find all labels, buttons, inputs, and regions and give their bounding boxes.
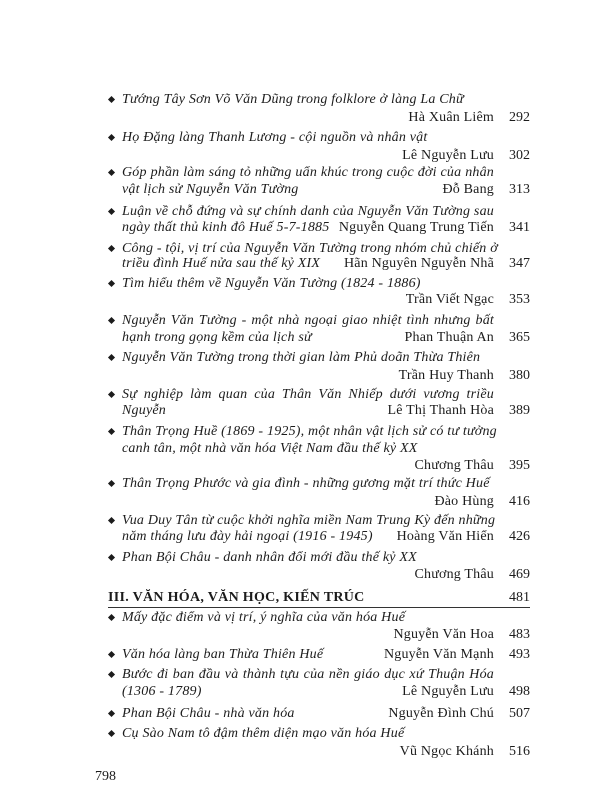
entry-page: 498 bbox=[509, 684, 530, 699]
entry-author: Chương Thâu bbox=[414, 567, 494, 582]
entry-title-line: Nguyễn Văn Tường trong thời gian làm Phủ doãn Thừa Thiên bbox=[122, 350, 481, 365]
entry-title-line: Họ Đặng làng Thanh Lương - cội nguồn và nhân vật bbox=[122, 130, 428, 145]
entry-page: 426 bbox=[509, 529, 530, 544]
entry-title-line: Tướng Tây Sơn Võ Văn Dũng trong folklore ở làng La Chữ bbox=[122, 92, 464, 107]
entry-author: Hoàng Văn Hiển bbox=[396, 529, 494, 544]
section-title: III. VĂN HÓA, VĂN HỌC, KIẾN TRÚC bbox=[108, 590, 365, 605]
entry-title-line: năm tháng lưu đày hải ngoại (1916 - 1945) bbox=[122, 529, 373, 544]
entry-page: 302 bbox=[509, 148, 530, 163]
bullet-icon bbox=[108, 96, 115, 103]
bullet-icon bbox=[108, 428, 115, 435]
entry-page: 313 bbox=[509, 182, 530, 197]
entry-author: Chương Thâu bbox=[414, 458, 494, 473]
entry-page: 416 bbox=[509, 494, 530, 509]
entry-title-line: Cụ Sào Nam tô đậm thêm diện mạo văn hóa Huế bbox=[122, 726, 405, 741]
entry-title-line: Nguyễn bbox=[122, 403, 166, 418]
entry-title-line: Thân Trọng Huề (1869 - 1925), một nhân vật lịch sử có tư tưởng bbox=[122, 424, 497, 439]
entry-page: 353 bbox=[509, 292, 530, 307]
entry-page: 380 bbox=[509, 368, 530, 383]
entry-page: 389 bbox=[509, 403, 530, 418]
entry-title-line: Bước đi ban đầu và thành tựu của nền giáo dục xứ Thuận Hóa bbox=[122, 667, 494, 682]
entry-title-line: Mấy đặc điểm và vị trí, ý nghĩa của văn hóa Huế bbox=[122, 610, 406, 625]
entry-title-line: triều đình Huế nửa sau thế kỷ XIX bbox=[122, 256, 321, 271]
entry-author: Trần Viết Ngạc bbox=[405, 292, 494, 307]
bullet-icon bbox=[108, 517, 115, 524]
entry-title-line: canh tân, một nhà văn hóa Việt Nam đầu thế kỷ XX bbox=[122, 441, 418, 456]
entry-author: Nguyễn Văn Hoa bbox=[393, 627, 494, 642]
entry-title-line: Thân Trọng Phước và gia đình - những gương mặt trí thức Huế bbox=[122, 476, 490, 491]
entry-title-line: Công - tội, vị trí của Nguyễn Văn Tường trong nhóm chủ chiến ở bbox=[122, 241, 498, 256]
entry-author: Nguyễn Đình Chú bbox=[388, 706, 494, 721]
entry-title-line: Góp phần làm sáng tỏ những uẩn khúc trong cuộc đời của nhân bbox=[122, 165, 494, 180]
entry-page: 341 bbox=[509, 220, 530, 235]
entry-title-line: Tìm hiểu thêm về Nguyễn Văn Tường (1824 - 1886) bbox=[122, 276, 421, 291]
entry-author: Hãn Nguyên Nguyễn Nhã bbox=[344, 256, 494, 271]
bullet-icon bbox=[108, 317, 115, 324]
entry-author: Vũ Ngọc Khánh bbox=[399, 744, 494, 759]
bullet-icon bbox=[108, 730, 115, 737]
entry-title-line: vật lịch sử Nguyễn Văn Tường bbox=[122, 182, 299, 197]
entry-title-line: hạnh trong gọng kềm của lịch sử bbox=[122, 330, 312, 345]
bullet-icon bbox=[108, 169, 115, 176]
entry-title-line: (1306 - 1789) bbox=[122, 684, 202, 699]
entry-page: 516 bbox=[509, 744, 530, 759]
section-divider bbox=[108, 607, 530, 608]
bullet-icon bbox=[108, 614, 115, 621]
entry-title-line: Vua Duy Tân từ cuộc khởi nghĩa miền Nam Trung Kỳ đến những bbox=[122, 513, 496, 528]
bullet-icon bbox=[108, 280, 115, 287]
entry-author: Trần Huy Thanh bbox=[398, 368, 494, 383]
entry-author: Lê Thị Thanh Hòa bbox=[387, 403, 494, 418]
page-number: 798 bbox=[95, 769, 116, 784]
entry-author: Đỗ Bang bbox=[442, 182, 494, 197]
bullet-icon bbox=[108, 208, 115, 215]
entry-title-line: Luận về chỗ đứng và sự chính danh của Nguyễn Văn Tường sau bbox=[122, 204, 494, 219]
entry-author: Lê Nguyễn Lưu bbox=[402, 684, 494, 699]
bullet-icon bbox=[108, 480, 115, 487]
entry-author: Đào Hùng bbox=[434, 494, 494, 509]
entry-page: 469 bbox=[509, 567, 530, 582]
entry-author: Nguyễn Văn Mạnh bbox=[383, 647, 494, 662]
bullet-icon bbox=[108, 245, 115, 252]
entry-author: Hà Xuân Liêm bbox=[408, 110, 494, 125]
entry-title-line: Nguyễn Văn Tường - một nhà ngoại giao nhiệt tình nhưng bất bbox=[122, 313, 494, 328]
entry-page: 507 bbox=[509, 706, 530, 721]
bullet-icon bbox=[108, 391, 115, 398]
entry-page: 347 bbox=[509, 256, 530, 271]
entry-page: 395 bbox=[509, 458, 530, 473]
entry-title-line: Phan Bội Châu - danh nhân đổi mới đầu thế kỷ XX bbox=[122, 550, 417, 565]
section-page: 481 bbox=[509, 590, 530, 605]
entry-title-line: Phan Bội Châu - nhà văn hóa bbox=[122, 706, 295, 721]
entry-author: Lê Nguyễn Lưu bbox=[402, 148, 494, 163]
entry-page: 493 bbox=[509, 647, 530, 662]
bullet-icon bbox=[108, 710, 115, 717]
entry-title-line: Sự nghiệp làm quan của Thân Văn Nhiếp dưới vương triều bbox=[122, 387, 494, 402]
bullet-icon bbox=[108, 554, 115, 561]
entry-title-line: Văn hóa làng ban Thừa Thiên Huế bbox=[122, 647, 324, 662]
entry-page: 365 bbox=[509, 330, 530, 345]
entry-author: Nguyễn Quang Trung Tiến bbox=[338, 220, 494, 235]
bullet-icon bbox=[108, 671, 115, 678]
entry-page: 292 bbox=[509, 110, 530, 125]
entry-page: 483 bbox=[509, 627, 530, 642]
entry-title-line: ngày thất thủ kinh đô Huế 5-7-1885 bbox=[122, 220, 330, 235]
bullet-icon bbox=[108, 134, 115, 141]
bullet-icon bbox=[108, 354, 115, 361]
entry-author: Phan Thuận An bbox=[404, 330, 494, 345]
bullet-icon bbox=[108, 651, 115, 658]
